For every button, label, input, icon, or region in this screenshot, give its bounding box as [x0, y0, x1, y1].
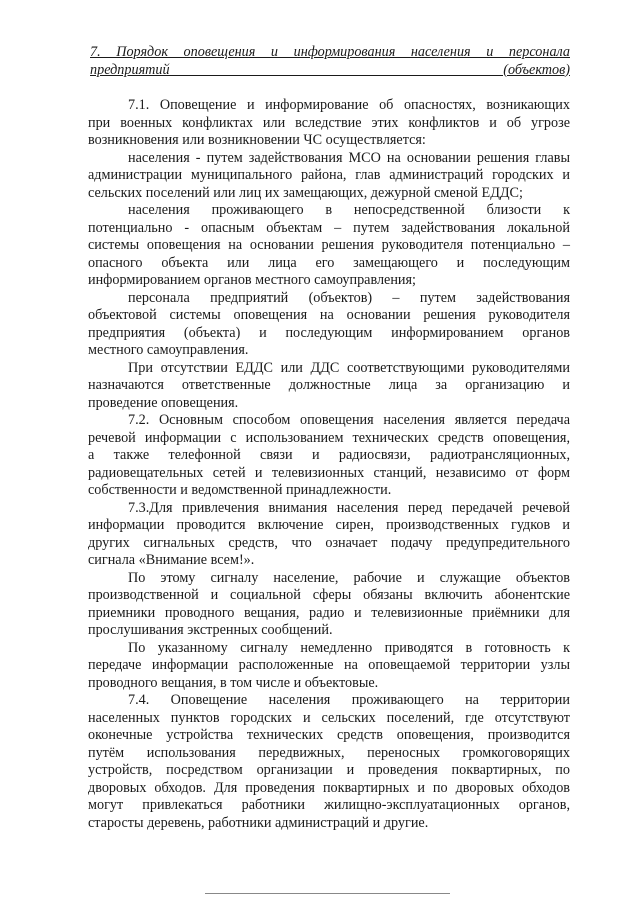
text-line: сигнала «Внимание всем!». — [88, 552, 255, 568]
text-line: По указанному сигналу немедленно приводятся в готовность к — [128, 639, 570, 656]
text-line: могут привлекаться работники жилищно-эксплуатационных органов, — [88, 797, 570, 813]
text-line: населенных пунктов городских и сельских поселений, где отсутствуют — [88, 709, 570, 726]
text-line: персонала предприятий (объектов) – путем задействования — [128, 289, 570, 306]
text-line: старосты деревень, работники администраций и другие. — [88, 814, 429, 831]
text-line: населения - путем задействования МСО на основании решения главы — [128, 149, 570, 166]
text-line: прослушивания экстренных сообщений. — [88, 622, 333, 638]
text-line: информированием органов местного самоуправления; — [88, 272, 416, 288]
text-line: 7.1. Оповещение и информирование об опасностях, возникающих — [128, 97, 570, 113]
paragraph-population-near-objects — [88, 202, 570, 290]
text-line: при военных конфликтах или вследствие этих конфликтов и об угрозе — [88, 114, 570, 131]
text-line: населения проживающего в непосредственной близости к — [128, 202, 570, 218]
text-line: устройств, посредством организации и проведения поквартирных, по — [88, 762, 570, 778]
text-line: По этому сигналу население, рабочие и служащие объектов — [128, 569, 570, 586]
text-line: потенциально - опасным объектам – путем задействования локальной — [88, 219, 570, 236]
document-body — [88, 97, 570, 832]
page-bottom-divider — [205, 893, 450, 894]
text-line: местного самоуправления. — [88, 342, 249, 358]
text-line: собственности и ведомственной принадлежности. — [88, 482, 392, 498]
text-line: оконечные устройства технических средств оповещения, производится — [88, 727, 570, 743]
text-line: речевой информации с использованием технических средств оповещения, — [88, 429, 570, 446]
text-line: сельских поселений или лиц их замещающих, дежурной сменой ЕДДС; — [88, 184, 523, 201]
paragraph-population — [88, 150, 570, 203]
text-line: При отсутствии ЕДДС или ДДС соответствующими руководителями — [128, 359, 570, 376]
text-line: путём использования передвижных, переносных громкоговорящих — [88, 744, 570, 761]
section-title-line: предприятий (объектов) — [90, 61, 570, 78]
text-line: информации проводится включение сирен, производственных гудков и — [88, 517, 570, 533]
text-line: других сигнальных средств, что означает подачу предупредительного — [88, 534, 570, 551]
text-line: возникновения или возникновении ЧС осуществляется: — [88, 132, 426, 148]
text-line: а также телефонной связи и радиосвязи, радиотрансляционных, — [88, 447, 570, 463]
text-line: 7.3.Для привлечения внимания населения перед передачей речевой — [128, 499, 570, 516]
text-line: опасного объекта или лица его замещающего и последующим — [88, 254, 570, 271]
text-line: предприятия (объекта) и последующим информированием органов — [88, 324, 570, 341]
text-line: радиовещательных сетей и телевизионных станций, независимо от форм — [88, 464, 570, 481]
text-line: администрации муниципального района, глав администраций городских и — [88, 167, 570, 183]
text-line: объектовой системы оповещения на основании решения руководителя — [88, 307, 570, 323]
section-title-line: 7. Порядок оповещения и информирования населения и персонала — [90, 44, 570, 60]
text-line: проведение оповещения. — [88, 394, 239, 411]
text-line: дворовых обходов. Для проведения поквартирных и по дворовых обходов — [88, 779, 570, 796]
paragraph-7-3 — [88, 500, 570, 570]
paragraph-7-4 — [88, 692, 570, 832]
text-line: 7.2. Основным способом оповещения населения является передача — [128, 412, 570, 428]
paragraph-personnel — [88, 290, 570, 360]
text-line: проводного вещания, в том числе и объектовые. — [88, 674, 379, 691]
text-line: передаче информации расположенные на оповещаемой территории узлы — [88, 657, 570, 673]
text-line: назначаются ответственные должностные лица за организацию и — [88, 377, 570, 393]
text-line: производственной и социальной сферы обязаны включить абонентские — [88, 587, 570, 603]
text-line: системы оповещения на основании решения руководителя потенциально – — [88, 237, 570, 253]
section-title — [90, 43, 570, 78]
text-line: приемники проводного вещания, радио и телевизионные приёмники для — [88, 604, 570, 621]
paragraph-7-2 — [88, 412, 570, 500]
paragraph-7-1 — [88, 97, 570, 150]
text-line: 7.4. Оповещение населения проживающего на территории — [128, 692, 570, 708]
paragraph-signal-actions — [88, 570, 570, 640]
paragraph-broadcast-nodes — [88, 640, 570, 693]
paragraph-responsible-persons — [88, 360, 570, 413]
